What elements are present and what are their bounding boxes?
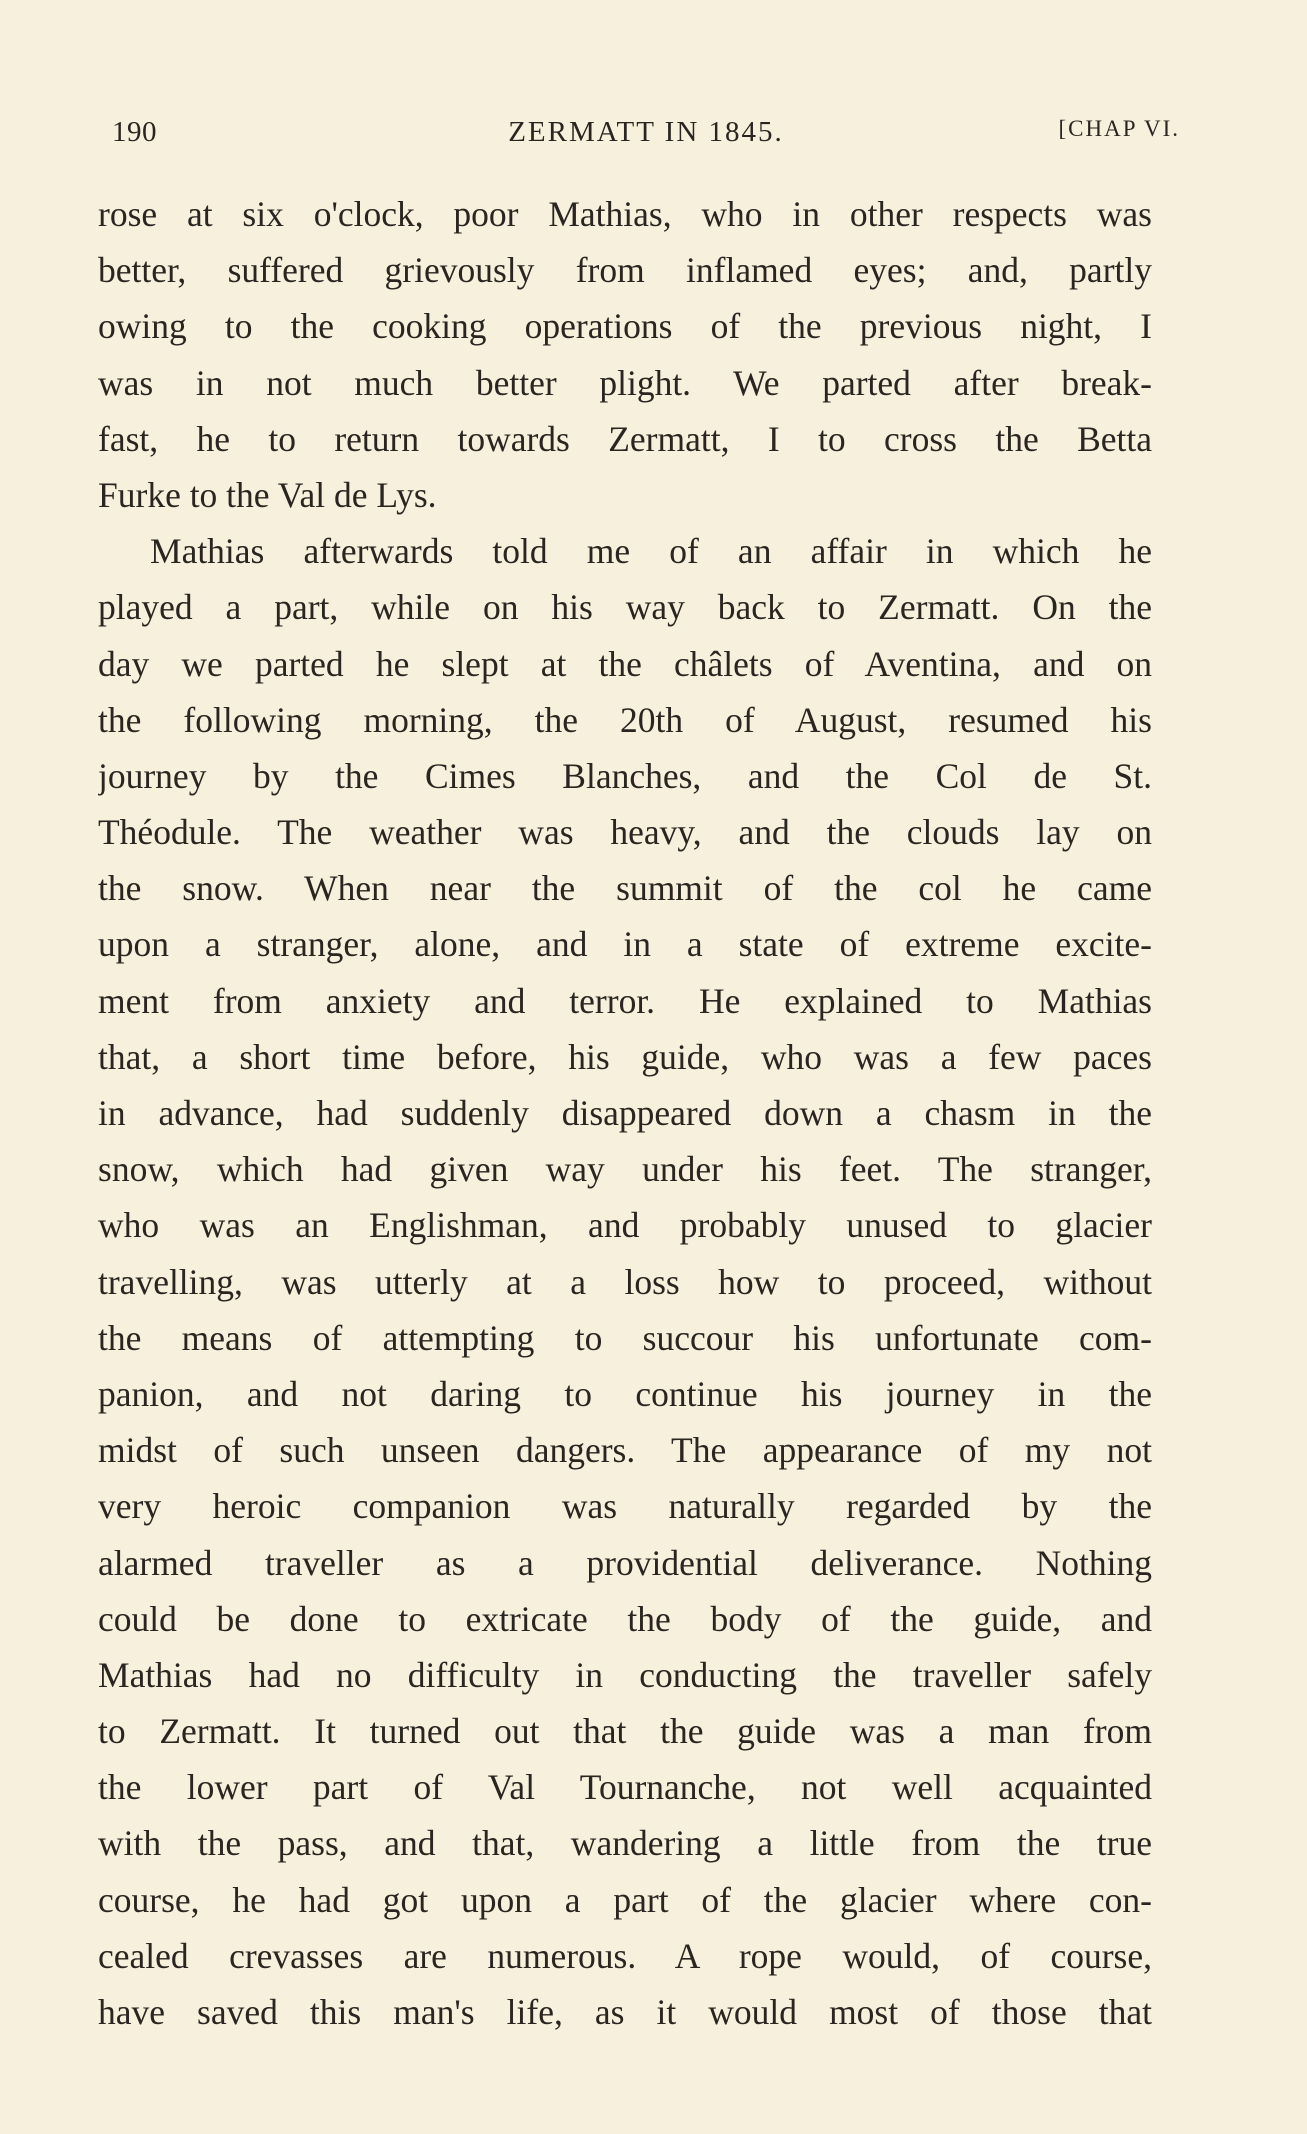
text-line: who was an Englishman, and probably unused to glacier	[98, 1205, 1152, 1246]
text-line: panion, and not daring to continue his journey in the	[98, 1373, 1152, 1414]
text-line: better, suffered grievously from inflamed eyes; and, partly	[98, 250, 1152, 291]
text-line: rose at six o'clock, poor Mathias, who in other respects was	[98, 194, 1152, 234]
text-line: have saved this man's life, as it would most of those that	[98, 1992, 1152, 2032]
page-number: 190	[112, 116, 157, 148]
text-line: day we parted he slept at the châlets of Aventina, and on	[98, 643, 1152, 684]
text-line: cealed crevasses are numerous. A rope would, of course,	[98, 1935, 1152, 1976]
text-line: played a part, while on his way back to Zermatt. On the	[98, 587, 1152, 628]
text-line: the snow. When near the summit of the col he came	[98, 868, 1152, 909]
page-header	[112, 116, 1180, 156]
text-line: ment from anxiety and terror. He explained to Mathias	[98, 980, 1152, 1021]
text-line: Mathias had no difficulty in conducting the traveller safely	[98, 1654, 1152, 1695]
text-line: that, a short time before, his guide, who was a few paces	[98, 1036, 1152, 1077]
text-line: with the pass, and that, wandering a little from the true	[98, 1823, 1152, 1864]
text-line: was in not much better plight. We parted after break-	[98, 362, 1152, 403]
text-line: snow, which had given way under his feet. The stranger,	[98, 1149, 1152, 1190]
chapter-label: [CHAP VI.	[1058, 116, 1180, 141]
running-title: ZERMATT IN 1845.	[508, 116, 784, 148]
text-line: very heroic companion was naturally regarded by the	[98, 1486, 1152, 1527]
text-line: fast, he to return towards Zermatt, I to cross the Betta	[98, 418, 1152, 459]
paragraph-first-line: Mathias afterwards told me of an affair in which he	[150, 531, 1152, 572]
text-line: the lower part of Val Tournanche, not well acquainted	[98, 1767, 1152, 1808]
text-line: the following morning, the 20th of August, resumed his	[98, 699, 1152, 740]
text-line: owing to the cooking operations of the previous night, I	[98, 306, 1152, 347]
text-line: Furke to the Val de Lys.	[98, 474, 437, 515]
text-line: alarmed traveller as a providential deliverance. Nothing	[98, 1542, 1152, 1583]
body-text	[98, 186, 1152, 2040]
text-line: journey by the Cimes Blanches, and the Col de St.	[98, 755, 1152, 796]
text-line: the means of attempting to succour his unfortunate com-	[98, 1317, 1152, 1358]
text-line: could be done to extricate the body of the guide, and	[98, 1598, 1152, 1639]
text-line: to Zermatt. It turned out that the guide was a man from	[98, 1711, 1152, 1752]
text-line: upon a stranger, alone, and in a state of extreme excite-	[98, 924, 1152, 965]
text-line: course, he had got upon a part of the glacier where con-	[98, 1879, 1152, 1920]
text-line: Théodule. The weather was heavy, and the clouds lay on	[98, 812, 1152, 853]
text-line: in advance, had suddenly disappeared down a chasm in the	[98, 1093, 1152, 1133]
text-line: midst of such unseen dangers. The appearance of my not	[98, 1430, 1152, 1471]
text-line: travelling, was utterly at a loss how to proceed, without	[98, 1261, 1152, 1302]
